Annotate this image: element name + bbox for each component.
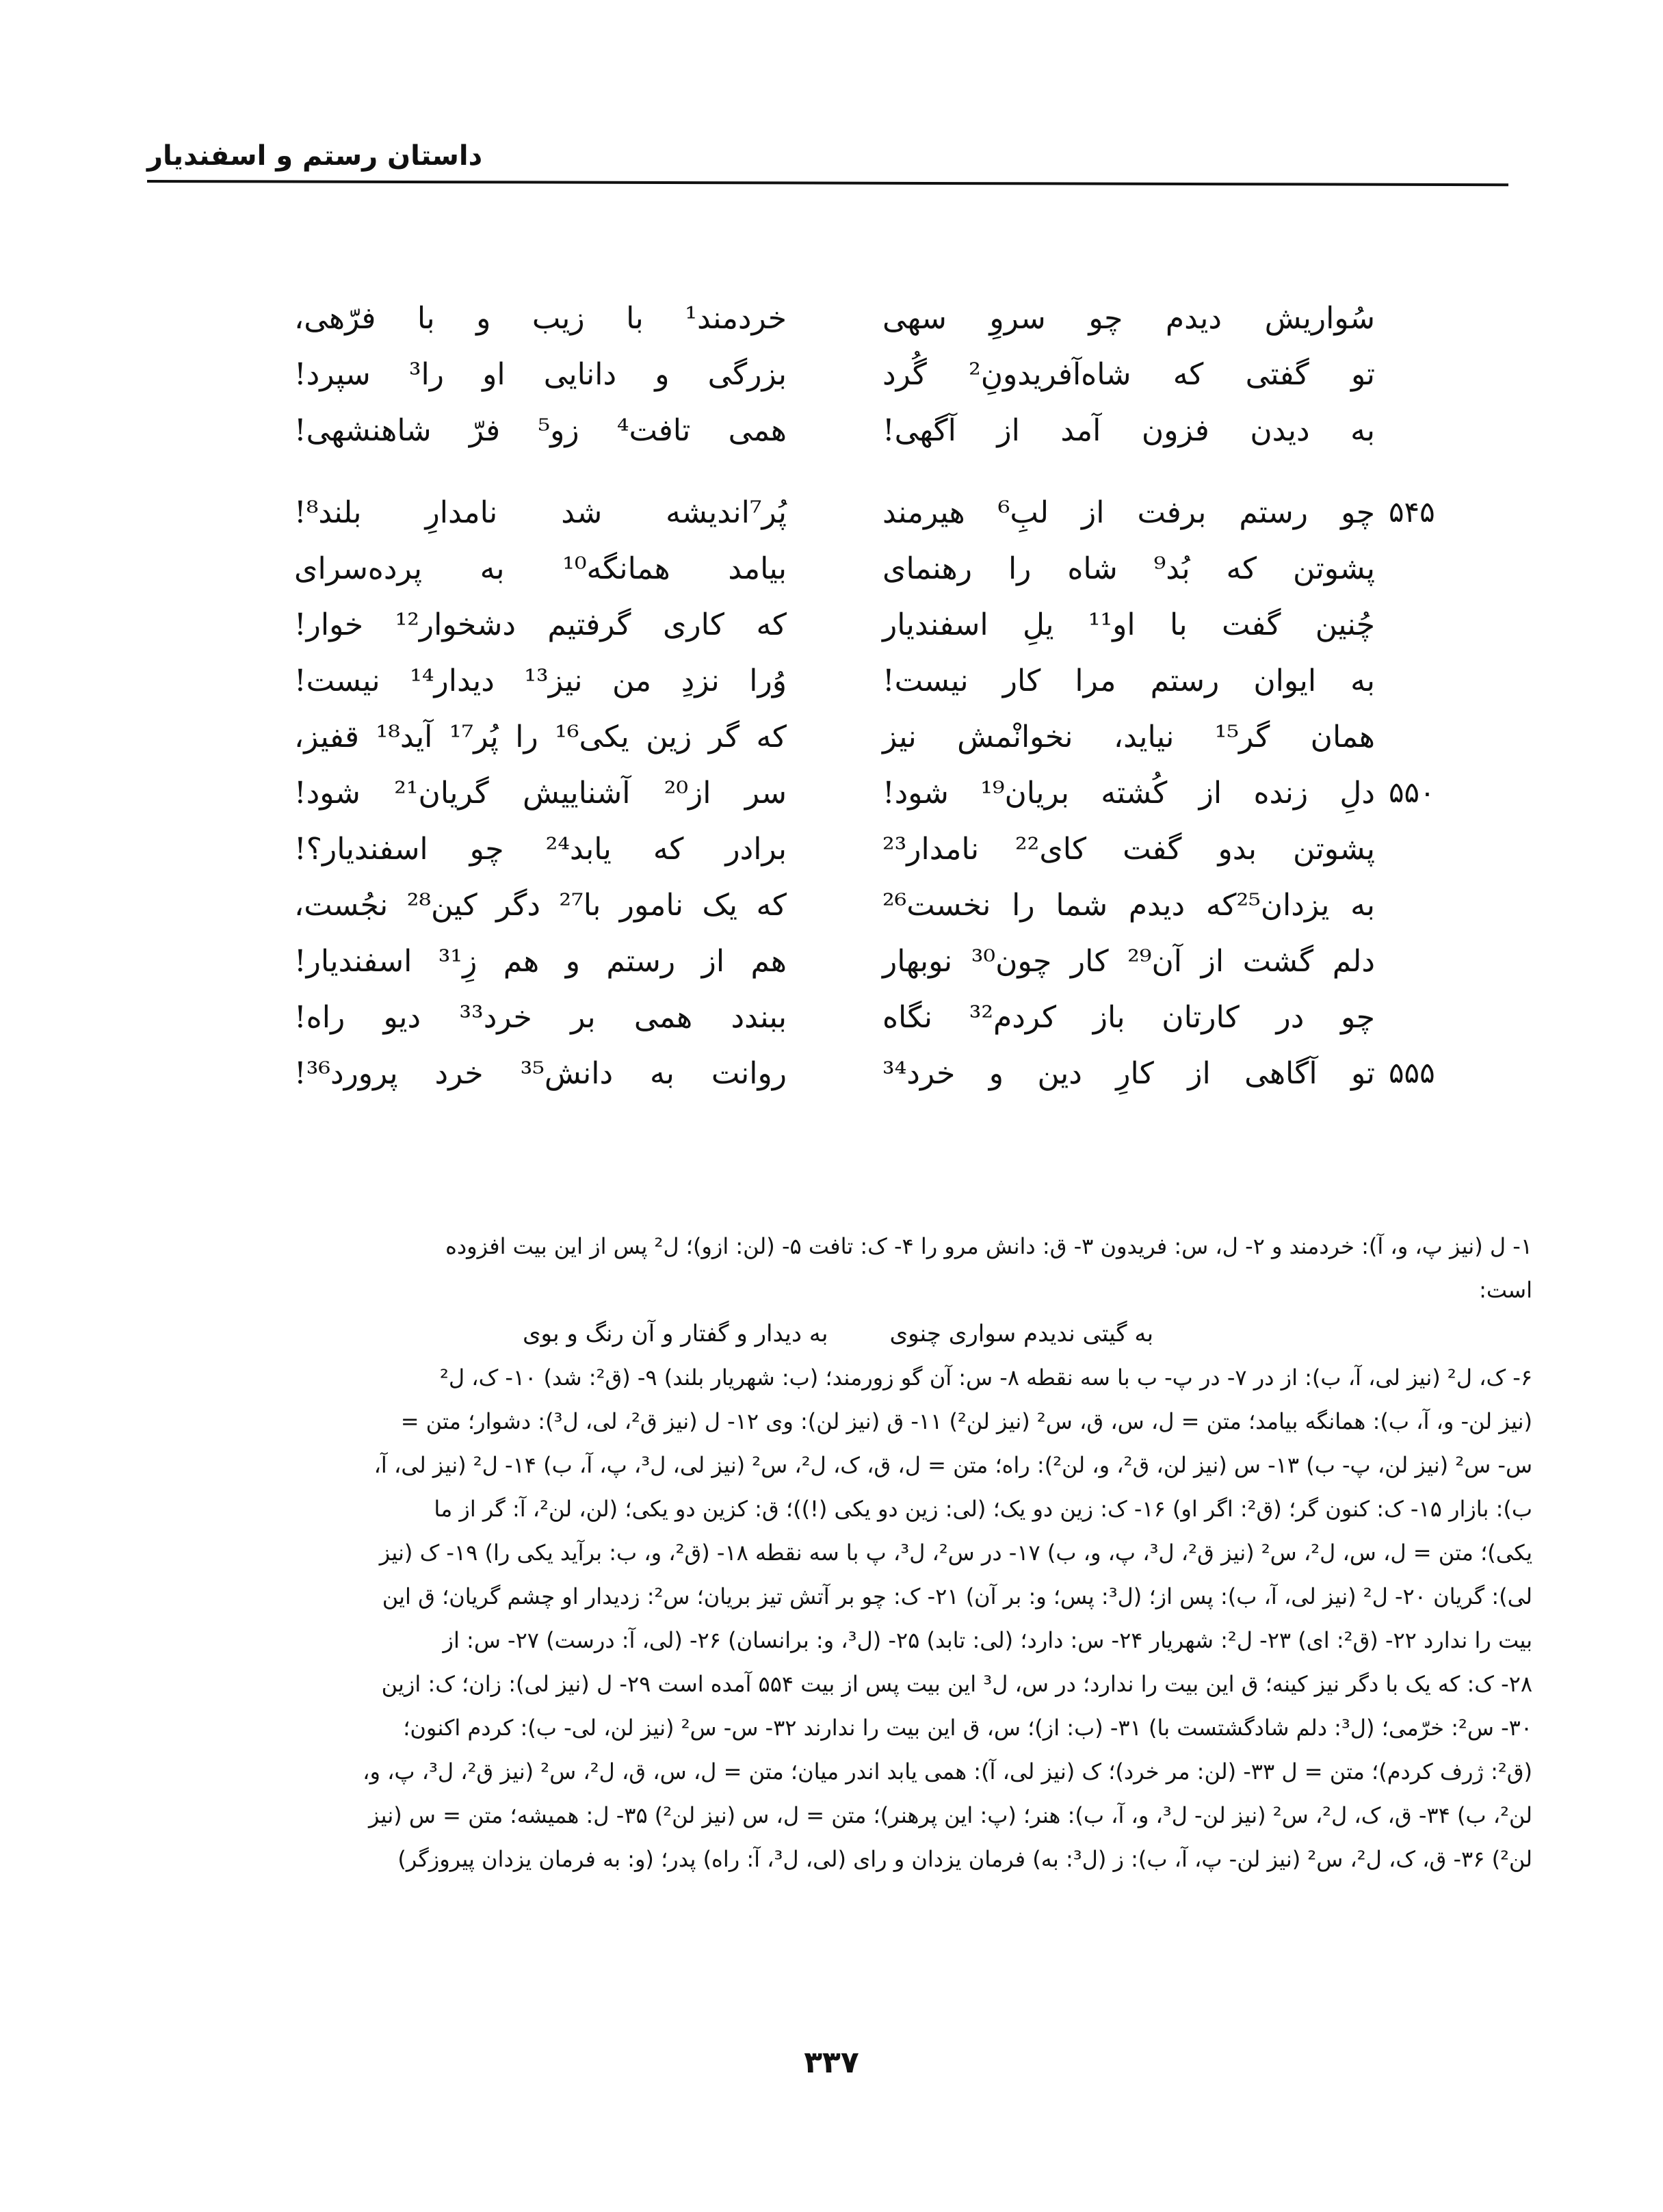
verse-line (226, 663, 1375, 720)
hemistich-left: هم از رستم و هم زِ³¹ اسفندیار! (294, 944, 787, 979)
hemistich-left: همی تافت⁴ زو⁵ فرّ شاهنشهی! (294, 413, 787, 448)
verse-line (226, 413, 1375, 469)
hemistich-right: سُواریش دیدم چو سروِ سهی (882, 301, 1375, 336)
hemistich-right: پشوتن بدو گفت کای²² نامدار²³ (882, 832, 1375, 867)
footnote-line: (نیز لن- و، آ، ب): همانگه بیامد؛ متن = ل، س، ق، س² (نیز لن²) ۱۱- ق (نیز لن): وی ۱۲- ل (نیز ق²، لی، ل³): دشوار؛ متن = (400, 1408, 1532, 1434)
hemistich-right: به یزدان²⁵که دیدم شما را نخست²⁶ (882, 888, 1375, 923)
hemistich-left: وُرا نزدِ من نیز¹³ دیدار¹⁴ نیست! (294, 663, 787, 698)
footnote-line: س- س² (نیز لن، پ- ب) ۱۳- س (نیز لن، ق²، و، لن²): راه؛ متن = ل، ق، ک، ل²، س² (نیز لی، ل³، پ، آ، ب) ۱۴- ل² (نیز لی، آ، (374, 1452, 1532, 1478)
stanza-2 (226, 495, 1435, 1112)
verse-line (226, 551, 1375, 607)
added-bayt (144, 1312, 1532, 1356)
footnote-line: ۲۸- ک: که یک با دگر نیز کینه؛ ق این بیت را ندارد؛ در س، ل³ این بیت پس از بیت ۵۵۴ آمده است ۲۹- ل (نیز لی): زان؛ ک: ازین (381, 1671, 1532, 1697)
hemistich-left: که یک نامور با²⁷ دگر کین²⁸ نجُست، (294, 888, 787, 923)
verse-line (226, 720, 1375, 776)
verse-block (226, 301, 1435, 1138)
hemistich-left: خردمند¹ با زیب و با فرّهی، (294, 301, 787, 336)
footnote-line: ۶- ک، ل² (نیز لی، آ، ب): از در ۷- در پ- ب با سه نقطه ۸- س: آن گو زورمند؛ (ب: شهریار بلند) ۹- (ق²: شد) ۱۰- ک، ل² (440, 1365, 1532, 1391)
hemistich-right: چُنین گفت با او¹¹ یلِ اسفندیار (882, 607, 1375, 642)
added-bayt-right: به گیتی ندیدم سواری چنوی (889, 1320, 1154, 1347)
hemistich-right: چو رستم برفت از لبِ⁶ هیرمند (882, 495, 1375, 530)
hemistich-right: تو گفتی که شاه‌آفریدونِ² گُرد (882, 357, 1375, 392)
running-header (147, 140, 1533, 181)
footnote-line: یکی)؛ متن = ل، س، ل²، س² (نیز ق²، ل³، پ، و، ب) ۱۷- در س²، ل³، پ با سه نقطه ۱۸- (ق²، و، ب: برآید یکی را) ۱۹- ک (نیز (379, 1540, 1532, 1566)
verse-line (226, 888, 1375, 944)
stanza-1 (226, 301, 1375, 469)
hemistich-right: پشوتن که بُد⁹ شاه را رهنمای (882, 551, 1375, 586)
hemistich-left: بزرگی و دانایی او را³ سپرد! (294, 357, 787, 392)
hemistich-left: پُر⁷اندیشه شد نامدارِ بلند⁸! (294, 495, 787, 530)
hemistich-right: به دیدن فزون آمد از آگهی! (882, 413, 1375, 448)
hemistich-left: برادر که یابد²⁴ چو اسفندیار؟! (294, 832, 787, 867)
footnote-line: است: (1479, 1277, 1532, 1303)
verse-line (226, 776, 1435, 832)
verse-line (226, 607, 1375, 663)
footnote-line: لی): گریان ۲۰- ل² (نیز لی، آ، ب): پس از؛ (ل³: پس؛ و: بر آن) ۲۱- ک: چو بر آتش تیز بریان؛ س²: زدیدار او چشم گریان؛ ق این (382, 1583, 1532, 1609)
verse-line (226, 301, 1375, 357)
verse-line (226, 1056, 1435, 1112)
verse-number: ۵۴۵ (1389, 495, 1435, 529)
hemistich-left: که گر زین یکی¹⁶ را پُر¹⁷ آید¹⁸ قفیز، (294, 720, 787, 754)
hemistich-left: بیامد همانگه¹⁰ به پرده‌سرای (294, 551, 787, 586)
verse-number: ۵۵۵ (1389, 1056, 1435, 1090)
hemistich-left: که کاری گرفتیم دشخوار¹² خوار! (294, 607, 787, 642)
hemistich-left: روانت به دانش³⁵ خرد پرورد³⁶! (294, 1056, 787, 1091)
running-header-title: داستان رستم و اسفندیار (147, 140, 483, 172)
hemistich-right: به ایوان رستم مرا کار نیست! (882, 663, 1375, 698)
footnotes (144, 1224, 1532, 1881)
hemistich-left: ببندد همی بر خرد³³ دیو راه! (294, 1000, 787, 1035)
page-number: ۳۳۷ (804, 2045, 859, 2080)
footnote-line: ب): بازار ۱۵- ک: کنون گر؛ (ق²: اگر او) ۱۶- ک: زین دو یک؛ (لی: زین دو یکی (!))؛ ق: کزین دو یکی؛ (لن، لن²، آ: گر از ما (434, 1496, 1532, 1522)
footnote-line: لن²) ۳۶- ق، ک، ل²، س² (نیز لن- پ، آ، ب): ز (ل³: به) فرمان یزدان و رای (لی، ل³، آ: راه) پدر؛ (و: به فرمان یزدان پیروزگر) (397, 1846, 1532, 1872)
verse-line (226, 495, 1435, 551)
verse-line (226, 1000, 1375, 1056)
verse-line (226, 832, 1375, 888)
hemistich-left: سر از²⁰ آشناییش گریان²¹ شود! (294, 776, 787, 811)
footnote-line: ۱- ل (نیز پ، و، آ): خردمند و ۲- ل، س: فریدون ۳- ق: دانش مرو را ۴- ک: تافت ۵- (لن: ازو)؛ ل² پس از این بیت افزوده (445, 1233, 1532, 1259)
hemistich-right: دلِ زنده از کُشته بریان¹⁹ شود! (882, 776, 1375, 811)
footnote-line: بیت را ندارد ۲۲- (ق²: ای) ۲۳- ل²: شهریار ۲۴- س: دارد؛ (لی: تابد) ۲۵- (ل³، و: برانسان) ۲۶- (لی، آ: درست) ۲۷- س: از (443, 1627, 1532, 1653)
hemistich-right: تو آگاهی از کارِ دین و خرد³⁴ (882, 1056, 1375, 1091)
verse-number: ۵۵۰ (1389, 776, 1435, 809)
footnote-line: ۳۰- س²: خرّمی؛ (ل³: دلم شادگشتست با) ۳۱- (ب: از)؛ س، ق این بیت را ندارند ۳۲- س- س² (نیز لن، لی- ب): کردم اکنون؛ (403, 1715, 1532, 1741)
footnote-line: لن²، ب) ۳۴- ق، ک، ل²، س² (نیز لن- ل³، و، آ، ب): هنر؛ (پ: این پرهنر)؛ متن = ل، س (نیز لن²) ۳۵- ل: همیشه؛ متن = س (نیز (369, 1802, 1532, 1828)
verse-line (226, 944, 1375, 1000)
hemistich-right: دلم گشت از آن²⁹ کار چون³⁰ نوبهار (882, 944, 1375, 979)
hemistich-right: همان گر¹⁵ نیاید، نخوانْمش نیز (882, 720, 1375, 754)
footnote-line: (ق²: ژرف کردم)؛ متن = ل ۳۳- (لن: مر خرد)؛ ک (نیز لی، آ): همی یابد اندر میان؛ متن = ل، س، ق، ل²، س² (نیز ق²، ل³، پ، و، (363, 1759, 1532, 1785)
added-bayt-left: به دیدار و گفتار و آن رنگ و بوی (522, 1320, 828, 1347)
hemistich-right: چو در کارتان باز کردم³² نگاه (882, 1000, 1375, 1035)
verse-line (226, 357, 1375, 413)
